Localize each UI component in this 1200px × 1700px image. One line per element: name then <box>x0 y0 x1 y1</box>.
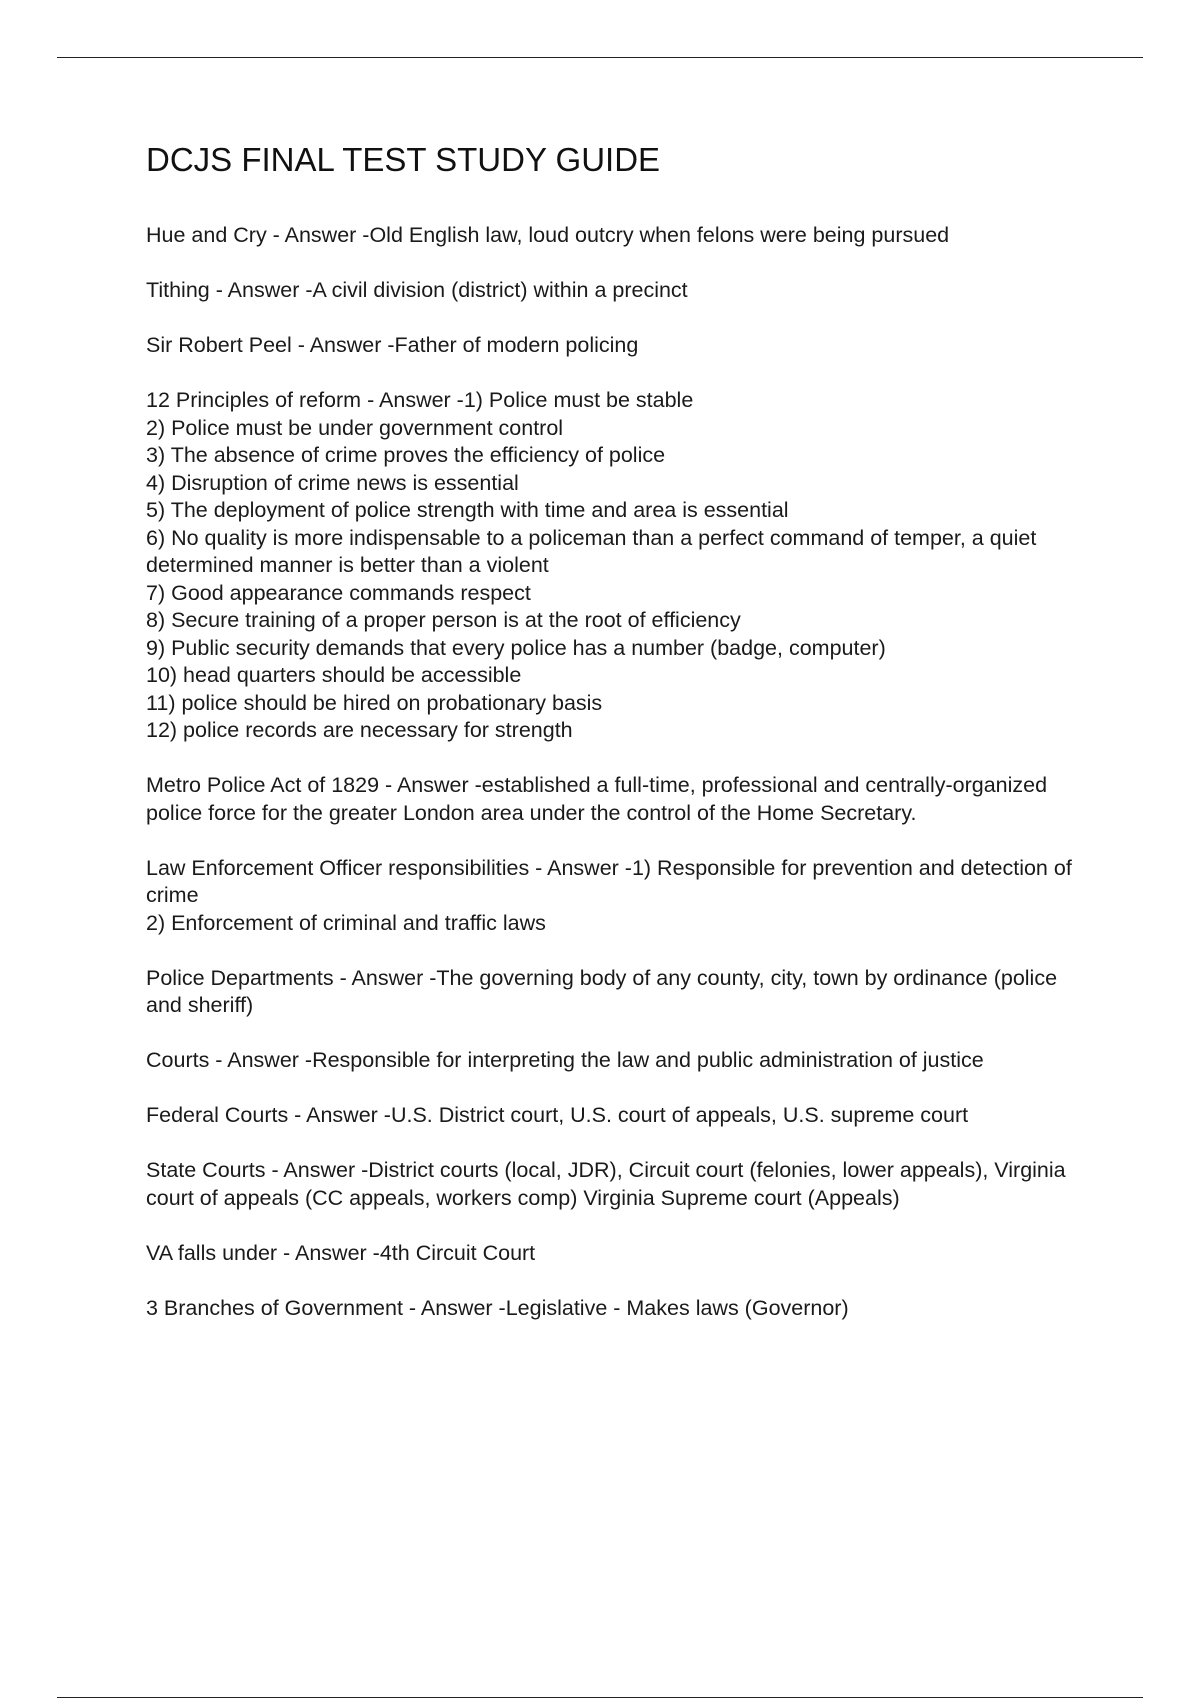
qa-entry <box>146 1102 1096 1130</box>
answer-label: Answer - <box>396 773 482 797</box>
answer-continuation-line: 9) Public security demands that every police has a number (badge, computer) <box>146 635 886 660</box>
qa-main-line: Sir Robert Peel - Answer -Father of modern policing <box>146 333 639 357</box>
term: Courts <box>146 1048 210 1072</box>
answer-label: Answer - <box>351 965 437 990</box>
term: Tithing <box>146 278 210 302</box>
qa-entry <box>146 772 1096 827</box>
answer-label: Answer - <box>379 388 464 412</box>
qa-main-line: Hue and Cry - Answer -Old English law, loud outcry when felons were being pursued <box>146 223 950 247</box>
qa-entry <box>146 965 1096 1020</box>
qa-entry <box>146 277 1096 305</box>
answer: U.S. District court, U.S. court of appeals, U.S. supreme court <box>390 1103 969 1127</box>
qa-main-line: 3 Branches of Government - Answer -Legislative - Makes laws (Governor) <box>146 1295 849 1320</box>
answer-continuation-line: 5) The deployment of police strength with time and area is essential <box>146 498 789 522</box>
answer: 1) Responsible for prevention and detection of crime <box>146 855 1072 907</box>
answer: Legislative - Makes laws (Governor) <box>505 1295 849 1320</box>
answer-continuation-line: 6) No quality is more indispensable to a policeman than a perfect command of temper, a quiet determined manner is better than a violent <box>146 525 1037 577</box>
qa-main-line: 12 Principles of reform - Answer -1) Police must be stable <box>146 388 694 412</box>
answer: A civil division (district) within a precinct <box>312 278 688 302</box>
term: Federal Courts <box>146 1103 289 1127</box>
qa-main-line: Federal Courts - Answer -U.S. District court, U.S. court of appeals, U.S. supreme court <box>146 1103 969 1127</box>
qa-entry <box>146 332 1096 360</box>
qa-entry <box>146 1047 1096 1075</box>
qa-main-line: VA falls under - Answer -4th Circuit Court <box>146 1240 536 1265</box>
term: 12 Principles of reform <box>146 388 362 412</box>
bottom-rule <box>57 1697 1143 1698</box>
qa-entry <box>146 855 1096 938</box>
term: 3 Branches of Government <box>146 1295 403 1320</box>
term: Metro Police Act of 1829 <box>146 773 380 797</box>
term: State Courts <box>146 1158 266 1182</box>
qa-entry <box>146 387 1096 745</box>
term: Sir Robert Peel <box>146 333 292 357</box>
answer-label: Answer - <box>306 1103 391 1127</box>
answer: 4th Circuit Court <box>379 1240 536 1265</box>
answer-continuation-line: 4) Disruption of crime news is essential <box>146 470 519 495</box>
answer-continuation-line: 8) Secure training of a proper person is at the root of efficiency <box>146 608 741 632</box>
answer-continuation-line: 3) The absence of crime proves the efficiency of police <box>146 443 666 467</box>
term: Hue and Cry <box>146 223 267 247</box>
answer-continuation-line: 2) Enforcement of criminal and traffic laws <box>146 910 546 935</box>
answer: Father of modern policing <box>394 333 639 357</box>
answer-label: Answer - <box>547 855 632 880</box>
answer-label: Answer - <box>309 333 395 357</box>
answer-continuation-line: 12) police records are necessary for strength <box>146 718 573 742</box>
term: Law Enforcement Officer responsibilities <box>146 855 530 880</box>
answer: 1) Police must be stable <box>463 388 694 412</box>
answer-label: Answer - <box>227 278 313 302</box>
qa-main-line: Courts - Answer -Responsible for interpreting the law and public administration of justice <box>146 1048 984 1072</box>
qa-entry <box>146 1157 1096 1212</box>
answer-label: Answer - <box>420 1295 506 1320</box>
study-guide-content <box>146 140 1096 1350</box>
qa-entry <box>146 1240 1096 1268</box>
answer: established a full-time, professional and centrally-organized police force for the greater London area under the control of the Home Secretary. <box>146 773 1048 825</box>
qa-entry <box>146 222 1096 250</box>
top-rule <box>57 57 1143 58</box>
entries-list <box>146 222 1096 1322</box>
qa-main-line: State Courts - Answer -District courts (local, JDR), Circuit court (felonies, lower appeals), Virginia court of appeals (CC appeals, workers comp) Virginia Supreme court (Appeals) <box>146 1158 1066 1210</box>
answer-continuation-line: 10) head quarters should be accessible <box>146 663 522 687</box>
qa-main-line: Law Enforcement Officer responsibilities - Answer -1) Responsible for prevention and detection of crime <box>146 855 1072 907</box>
answer-label: Answer - <box>227 1048 313 1072</box>
term: Police Departments <box>146 965 334 990</box>
answer-continuation-line: 11) police should be hired on probationary basis <box>146 690 603 715</box>
qa-main-line: Tithing - Answer -A civil division (district) within a precinct <box>146 278 688 302</box>
answer: Old English law, loud outcry when felons were being pursued <box>369 223 950 247</box>
answer-continuation-line: 7) Good appearance commands respect <box>146 580 531 605</box>
answer: District courts (local, JDR), Circuit court (felonies, lower appeals), Virginia court of appeals (CC appeals, workers comp) Virginia Supreme court (Appeals) <box>146 1158 1066 1210</box>
answer-label: Answer - <box>295 1240 380 1265</box>
page-title: DCJS FINAL TEST STUDY GUIDE <box>146 141 661 178</box>
qa-main-line: Police Departments - Answer -The governing body of any county, city, town by ordinance (police and sheriff) <box>146 965 1058 1017</box>
qa-entry <box>146 1295 1096 1323</box>
answer: Responsible for interpreting the law and public administration of justice <box>312 1048 984 1072</box>
answer-label: Answer - <box>283 1158 369 1182</box>
qa-main-line: Metro Police Act of 1829 - Answer -established a full-time, professional and centrally-organized police force for the greater London area under the control of the Home Secretary. <box>146 773 1048 825</box>
answer: The governing body of any county, city, town by ordinance (police and sheriff) <box>146 965 1058 1017</box>
answer-label: Answer - <box>284 223 370 247</box>
answer-continuation-line: 2) Police must be under government control <box>146 415 564 440</box>
term: VA falls under <box>146 1240 278 1265</box>
